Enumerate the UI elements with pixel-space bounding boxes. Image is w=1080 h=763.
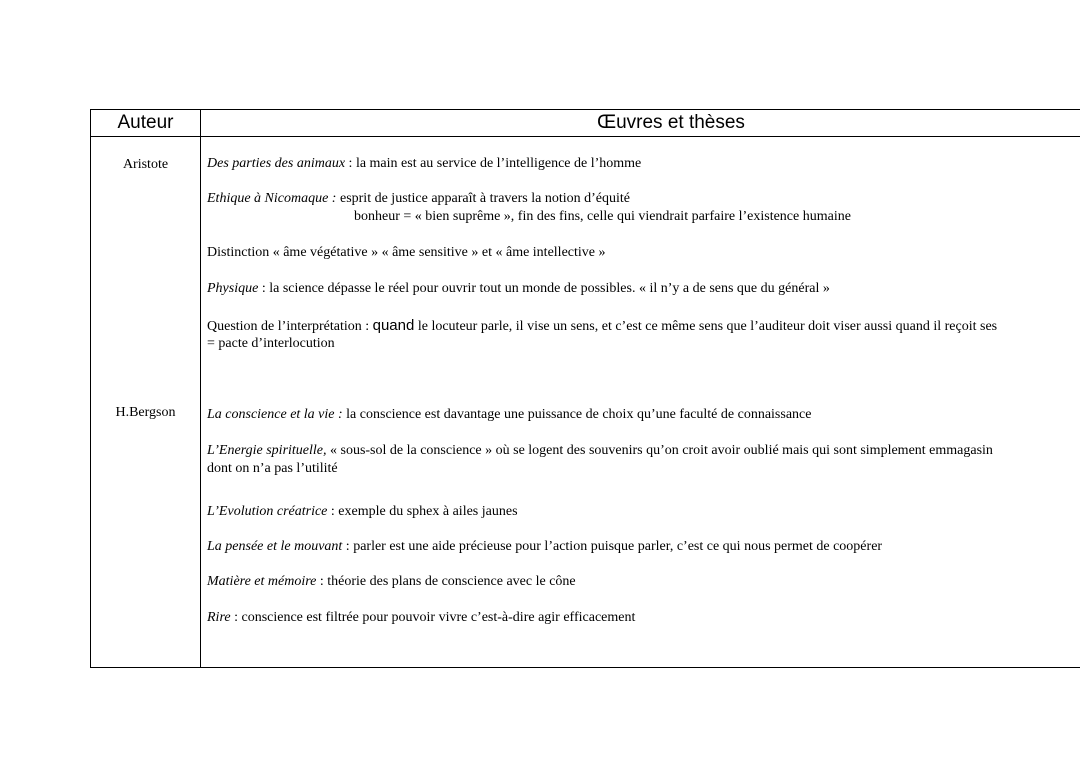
work-title: Ethique à Nicomaque : — [207, 191, 337, 206]
work-thesis: parler est une aide précieuse pour l’action puisque parler, c’est ce qui nous permet de coopérer — [353, 539, 883, 554]
entry-matiere-memoire: Matière et mémoire : théorie des plans de conscience avec le cône — [207, 574, 576, 589]
work-thesis: la science dépasse le réel pour ouvrir tout un monde de possibles. « il n’y a de sens que du général » — [269, 281, 830, 296]
author-bergson: H.Bergson — [115, 405, 176, 420]
entry-physique: Physique : la science dépasse le réel pour ouvrir tout un monde de possibles. « il n’y a de sens que du général » — [207, 281, 830, 296]
emphasis-word: quand — [372, 317, 415, 334]
header-works: Œuvres et thèses — [597, 112, 745, 133]
entry-evolution-creatrice: L’Evolution créatrice : exemple du sphex à ailes jaunes — [207, 504, 518, 519]
table-border-top — [90, 109, 1080, 110]
work-title: La conscience et la vie : — [207, 407, 343, 422]
work-title: L’Energie spirituelle, — [207, 443, 327, 458]
work-thesis: théorie des plans de conscience avec le cône — [327, 574, 576, 589]
entry-parties-animaux: Des parties des animaux : la main est au service de l’intelligence de l’homme — [207, 156, 642, 171]
entry-energie-spirituelle — [207, 442, 993, 460]
work-title: Des parties des animaux — [207, 156, 346, 171]
entry-interpretation-line2: = pacte d’interlocution — [207, 336, 335, 351]
table-border-left — [90, 109, 91, 668]
entry-energie-line2: dont on n’a pas l’utilité — [207, 461, 338, 476]
table-column-divider — [200, 109, 201, 668]
work-thesis: esprit de justice apparaît à travers la notion d’équité — [339, 191, 630, 206]
entry-distinction-ames: Distinction « âme végétative » « âme sensitive » et « âme intellective » — [207, 245, 606, 260]
header-author: Auteur — [117, 112, 174, 133]
work-title: Physique — [207, 281, 259, 296]
entry-ethique-continuation: bonheur = « bien suprême », fin des fins, celle qui viendrait parfaire l’existence humaine — [354, 209, 851, 224]
entry-conscience-vie — [207, 406, 811, 424]
entry-pensee-mouvant: La pensée et le mouvant : parler est une aide précieuse pour l’action puisque parler, c’est ce qui nous permet de coopérer — [207, 539, 883, 554]
work-title: Matière et mémoire — [207, 574, 317, 589]
work-thesis: « sous-sol de la conscience » où se logent des souvenirs qu’on croit avoir oublié mais qui sont simplement emmagasin — [330, 443, 993, 458]
entry-ethique-nicomaque — [207, 190, 630, 208]
work-thesis: exemple du sphex à ailes jaunes — [338, 504, 518, 519]
entry-rire: Rire : conscience est filtrée pour pouvoir vivre c’est-à-dire agir efficacement — [207, 610, 636, 625]
table-header-divider — [90, 136, 1080, 137]
author-aristote: Aristote — [122, 157, 169, 172]
entry-interpretation: Question de l’interprétation : quand le locuteur parle, il vise un sens, et c’est ce même sens que l’auditeur doit viser aussi quand il reçoit ses — [207, 317, 998, 334]
work-thesis: conscience est filtrée pour pouvoir vivre c’est-à-dire agir efficacement — [241, 610, 636, 625]
work-title: Rire — [207, 610, 231, 625]
work-title: L’Evolution créatrice — [207, 504, 328, 519]
work-thesis: la main est au service de l’intelligence de l’homme — [355, 156, 642, 171]
work-title: La pensée et le mouvant — [207, 539, 343, 554]
work-thesis: la conscience est davantage une puissance de choix qu’une faculté de connaissance — [346, 407, 812, 422]
table-border-bottom — [90, 667, 1080, 668]
